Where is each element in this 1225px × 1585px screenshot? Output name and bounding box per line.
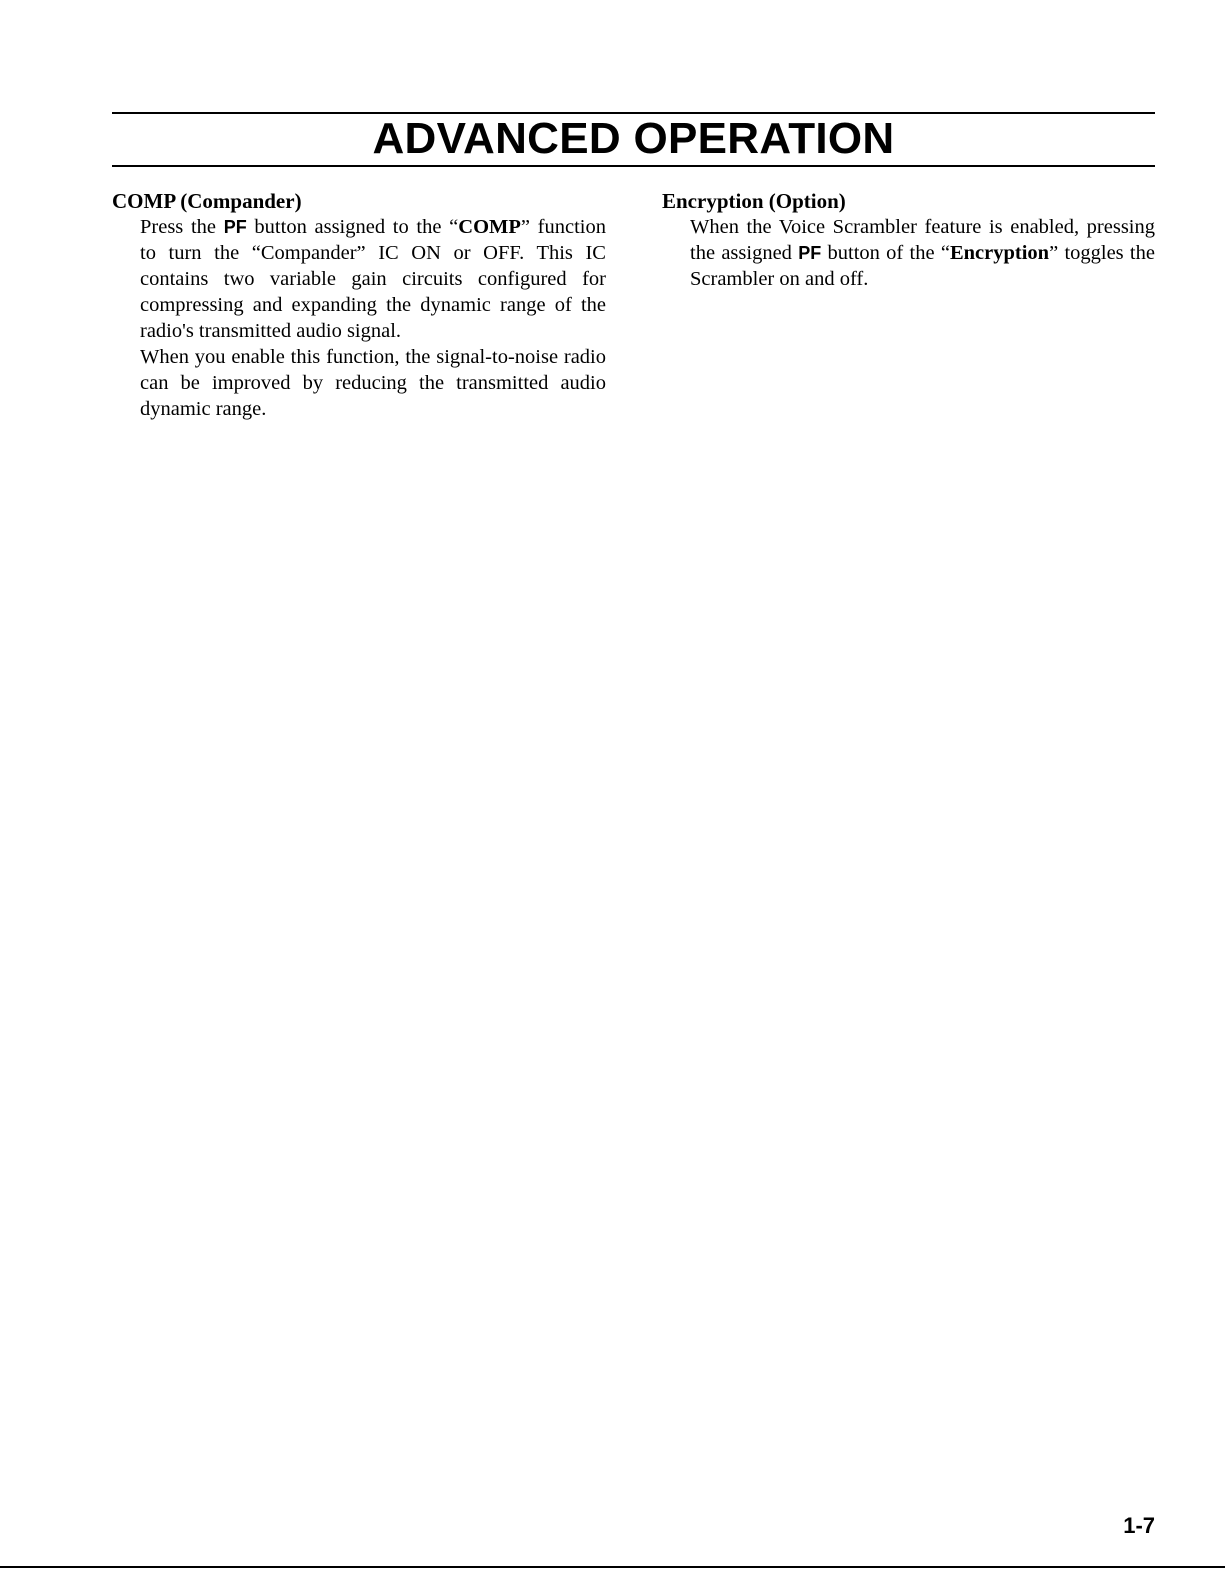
comp-text-b: button assigned to the “ <box>246 216 459 238</box>
encryption-text-c: ” toggles the Scrambler on and off. <box>690 242 1155 290</box>
encryption-section-title: Encryption (Option) <box>662 189 846 213</box>
encryption-paragraph <box>690 214 1155 292</box>
comp-function-label: COMP <box>458 216 521 238</box>
footer-rule <box>0 1566 1225 1568</box>
header-bottom-rule <box>112 165 1155 167</box>
comp-paragraph-2: When you enable this function, the signal-to-noise radio can be improved by reducing the transmitted audio dynamic range. <box>140 346 606 420</box>
page-title: ADVANCED OPERATION <box>372 114 895 163</box>
pf-key-label: PF <box>223 217 247 237</box>
comp-paragraph-1 <box>140 214 606 344</box>
comp-section <box>112 188 606 422</box>
encryption-text-a: When the Voice Scrambler feature is enabled, pressing the assigned <box>690 216 1155 264</box>
comp-section-title: COMP (Compander) <box>112 189 302 213</box>
comp-text-a: Press the <box>140 216 224 238</box>
encryption-function-label: Encryption <box>949 242 1050 264</box>
pf-key-label: PF <box>798 243 822 263</box>
comp-text-c: ” function to turn the “Compander” IC ON or OFF. This IC contains two variable gain circuits configured for compressing and expanding the dynamic range of the radio's transmitted audio signal. <box>140 216 606 342</box>
encryption-text-b: button of the “ <box>821 242 950 264</box>
encryption-section <box>662 188 1155 292</box>
page-number: 1-7 <box>1123 1513 1155 1538</box>
